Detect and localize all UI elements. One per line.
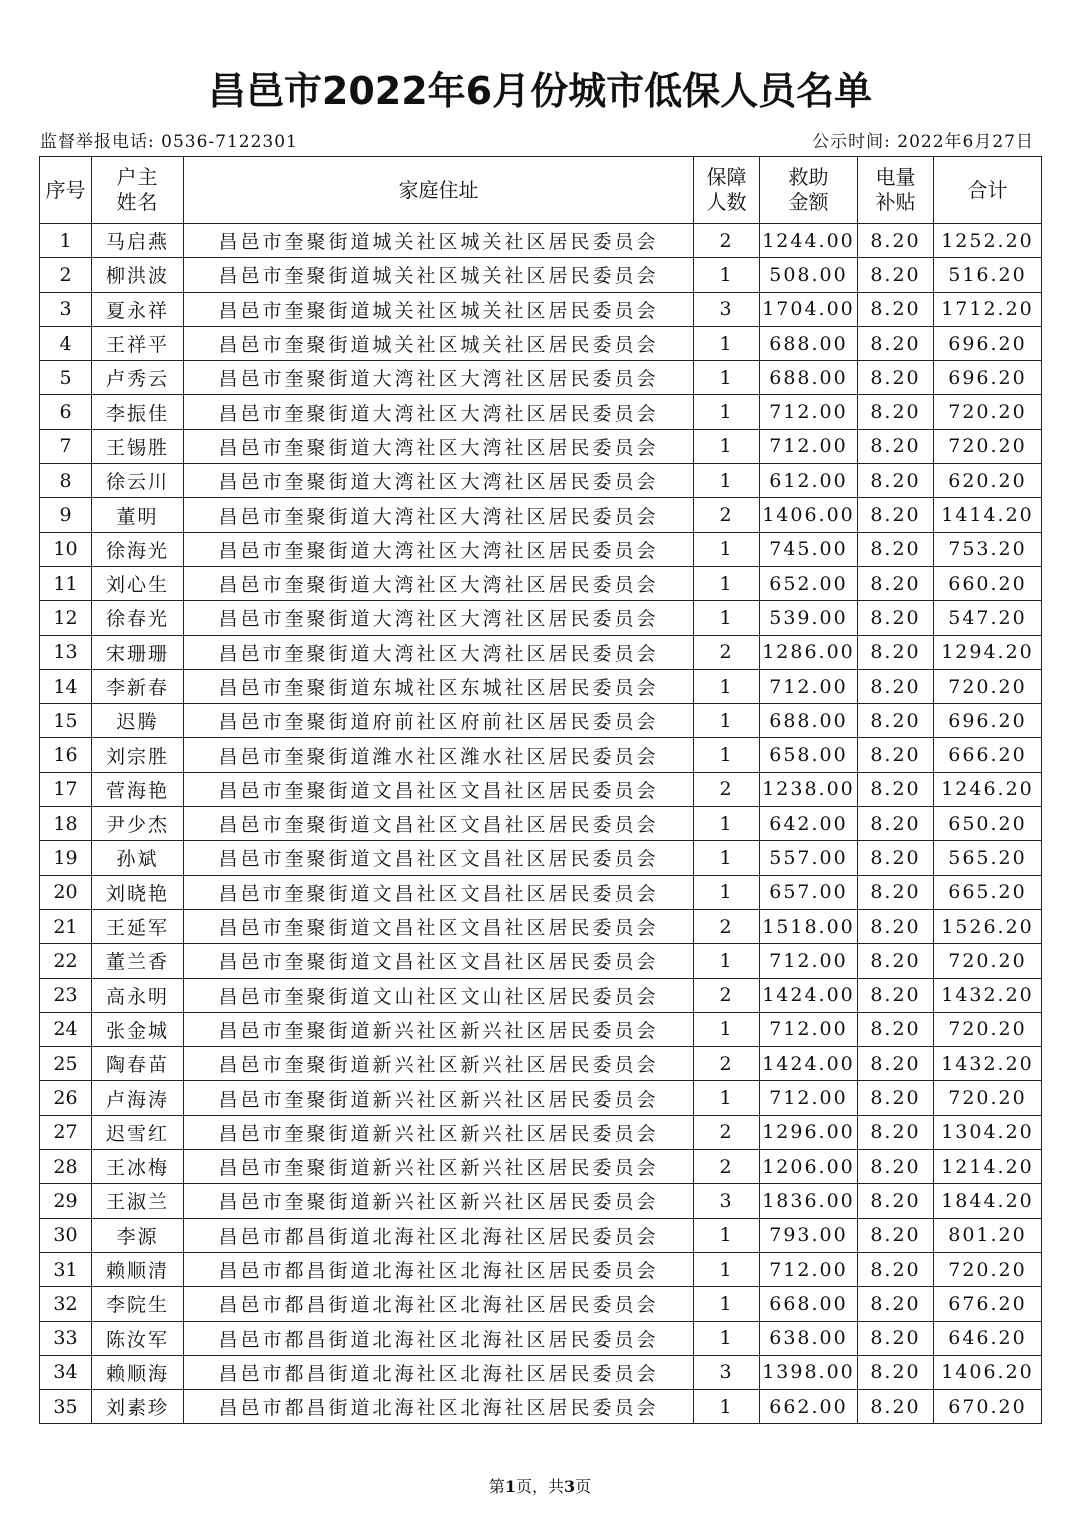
header-name: 户主姓名 bbox=[92, 157, 184, 224]
cell-name: 迟腾 bbox=[92, 704, 184, 738]
table-row bbox=[40, 1012, 1042, 1046]
cell-seq: 23 bbox=[40, 978, 92, 1012]
cell-electric: 8.20 bbox=[858, 875, 934, 909]
footer-mid: 页，共 bbox=[515, 1477, 564, 1496]
cell-total: 676.20 bbox=[934, 1287, 1042, 1321]
cell-name: 刘素珍 bbox=[92, 1390, 184, 1424]
cell-seq: 14 bbox=[40, 669, 92, 703]
cell-amount: 712.00 bbox=[760, 429, 858, 463]
cell-amount: 1244.00 bbox=[760, 224, 858, 258]
table-row bbox=[40, 978, 1042, 1012]
cell-amount: 539.00 bbox=[760, 601, 858, 635]
cell-seq: 6 bbox=[40, 395, 92, 429]
cell-seq: 4 bbox=[40, 326, 92, 360]
cell-seq: 5 bbox=[40, 361, 92, 395]
cell-total: 696.20 bbox=[934, 326, 1042, 360]
cell-seq: 9 bbox=[40, 498, 92, 532]
cell-electric: 8.20 bbox=[858, 704, 934, 738]
cell-persons: 1 bbox=[694, 1321, 760, 1355]
cell-total: 1712.20 bbox=[934, 292, 1042, 326]
cell-address: 昌邑市奎聚街道城关社区城关社区居民委员会 bbox=[184, 292, 694, 326]
cell-seq: 25 bbox=[40, 1047, 92, 1081]
cell-total: 1414.20 bbox=[934, 498, 1042, 532]
table-row bbox=[40, 807, 1042, 841]
cell-persons: 1 bbox=[694, 841, 760, 875]
cell-total: 666.20 bbox=[934, 738, 1042, 772]
hotline-text: 监督举报电话: 0536-7122301 bbox=[40, 132, 298, 152]
cell-electric: 8.20 bbox=[858, 635, 934, 669]
cell-seq: 13 bbox=[40, 635, 92, 669]
table-row bbox=[40, 464, 1042, 498]
cell-electric: 8.20 bbox=[858, 1047, 934, 1081]
cell-electric: 8.20 bbox=[858, 772, 934, 806]
cell-total: 1252.20 bbox=[934, 224, 1042, 258]
header-amount: 救助金额 bbox=[760, 157, 858, 224]
cell-total: 646.20 bbox=[934, 1321, 1042, 1355]
cell-total: 720.20 bbox=[934, 429, 1042, 463]
cell-seq: 35 bbox=[40, 1390, 92, 1424]
cell-total: 1304.20 bbox=[934, 1115, 1042, 1149]
cell-address: 昌邑市奎聚街道大湾社区大湾社区居民委员会 bbox=[184, 498, 694, 532]
cell-amount: 1836.00 bbox=[760, 1184, 858, 1218]
table-row bbox=[40, 429, 1042, 463]
table-row bbox=[40, 1355, 1042, 1389]
cell-total: 1844.20 bbox=[934, 1184, 1042, 1218]
cell-address: 昌邑市奎聚街道大湾社区大湾社区居民委员会 bbox=[184, 361, 694, 395]
cell-total: 1526.20 bbox=[934, 909, 1042, 943]
table-row bbox=[40, 1390, 1042, 1424]
cell-amount: 652.00 bbox=[760, 566, 858, 600]
table-row bbox=[40, 1252, 1042, 1286]
cell-total: 620.20 bbox=[934, 464, 1042, 498]
cell-persons: 1 bbox=[694, 669, 760, 703]
cell-address: 昌邑市奎聚街道潍水社区潍水社区居民委员会 bbox=[184, 738, 694, 772]
cell-persons: 1 bbox=[694, 1081, 760, 1115]
cell-persons: 1 bbox=[694, 875, 760, 909]
cell-seq: 11 bbox=[40, 566, 92, 600]
cell-name: 王冰梅 bbox=[92, 1150, 184, 1184]
cell-total: 801.20 bbox=[934, 1218, 1042, 1252]
cell-persons: 1 bbox=[694, 1012, 760, 1046]
cell-name: 柳洪波 bbox=[92, 258, 184, 292]
cell-total: 1432.20 bbox=[934, 1047, 1042, 1081]
cell-amount: 1704.00 bbox=[760, 292, 858, 326]
cell-name: 刘晓艳 bbox=[92, 875, 184, 909]
cell-electric: 8.20 bbox=[858, 566, 934, 600]
cell-name: 董兰香 bbox=[92, 944, 184, 978]
cell-name: 徐春光 bbox=[92, 601, 184, 635]
cell-address: 昌邑市奎聚街道文昌社区文昌社区居民委员会 bbox=[184, 807, 694, 841]
cell-electric: 8.20 bbox=[858, 944, 934, 978]
cell-address: 昌邑市奎聚街道新兴社区新兴社区居民委员会 bbox=[184, 1081, 694, 1115]
cell-persons: 1 bbox=[694, 361, 760, 395]
cell-electric: 8.20 bbox=[858, 601, 934, 635]
cell-name: 徐云川 bbox=[92, 464, 184, 498]
cell-name: 刘心生 bbox=[92, 566, 184, 600]
cell-seq: 1 bbox=[40, 224, 92, 258]
cell-persons: 1 bbox=[694, 807, 760, 841]
cell-total: 1214.20 bbox=[934, 1150, 1042, 1184]
cell-address: 昌邑市奎聚街道文昌社区文昌社区居民委员会 bbox=[184, 909, 694, 943]
cell-name: 李源 bbox=[92, 1218, 184, 1252]
cell-address: 昌邑市奎聚街道文山社区文山社区居民委员会 bbox=[184, 978, 694, 1012]
cell-amount: 658.00 bbox=[760, 738, 858, 772]
table-row bbox=[40, 1115, 1042, 1149]
footer-total-pages: 3 bbox=[564, 1477, 576, 1496]
cell-seq: 10 bbox=[40, 532, 92, 566]
table-row bbox=[40, 292, 1042, 326]
cell-address: 昌邑市都昌街道北海社区北海社区居民委员会 bbox=[184, 1252, 694, 1286]
cell-seq: 32 bbox=[40, 1287, 92, 1321]
cell-seq: 31 bbox=[40, 1252, 92, 1286]
cell-seq: 19 bbox=[40, 841, 92, 875]
cell-amount: 712.00 bbox=[760, 395, 858, 429]
cell-electric: 8.20 bbox=[858, 1287, 934, 1321]
cell-amount: 1398.00 bbox=[760, 1355, 858, 1389]
cell-address: 昌邑市奎聚街道新兴社区新兴社区居民委员会 bbox=[184, 1115, 694, 1149]
cell-electric: 8.20 bbox=[858, 292, 934, 326]
table-row bbox=[40, 669, 1042, 703]
cell-total: 1406.20 bbox=[934, 1355, 1042, 1389]
cell-name: 徐海光 bbox=[92, 532, 184, 566]
cell-total: 547.20 bbox=[934, 601, 1042, 635]
cell-address: 昌邑市都昌街道北海社区北海社区居民委员会 bbox=[184, 1287, 694, 1321]
cell-total: 720.20 bbox=[934, 395, 1042, 429]
cell-total: 565.20 bbox=[934, 841, 1042, 875]
cell-persons: 1 bbox=[694, 464, 760, 498]
cell-total: 720.20 bbox=[934, 1081, 1042, 1115]
cell-address: 昌邑市奎聚街道文昌社区文昌社区居民委员会 bbox=[184, 772, 694, 806]
cell-address: 昌邑市奎聚街道东城社区东城社区居民委员会 bbox=[184, 669, 694, 703]
table-row bbox=[40, 498, 1042, 532]
cell-address: 昌邑市奎聚街道大湾社区大湾社区居民委员会 bbox=[184, 601, 694, 635]
cell-amount: 745.00 bbox=[760, 532, 858, 566]
cell-persons: 2 bbox=[694, 1115, 760, 1149]
cell-persons: 2 bbox=[694, 772, 760, 806]
cell-seq: 34 bbox=[40, 1355, 92, 1389]
cell-seq: 30 bbox=[40, 1218, 92, 1252]
cell-persons: 1 bbox=[694, 601, 760, 635]
cell-total: 1294.20 bbox=[934, 635, 1042, 669]
table-row bbox=[40, 601, 1042, 635]
table-row bbox=[40, 635, 1042, 669]
page-title: 昌邑市2022年6月份城市低保人员名单 bbox=[207, 69, 873, 113]
cell-address: 昌邑市奎聚街道大湾社区大湾社区居民委员会 bbox=[184, 464, 694, 498]
cell-address: 昌邑市奎聚街道大湾社区大湾社区居民委员会 bbox=[184, 395, 694, 429]
cell-persons: 1 bbox=[694, 429, 760, 463]
cell-persons: 2 bbox=[694, 1150, 760, 1184]
cell-electric: 8.20 bbox=[858, 464, 934, 498]
cell-address: 昌邑市都昌街道北海社区北海社区居民委员会 bbox=[184, 1218, 694, 1252]
cell-name: 李新春 bbox=[92, 669, 184, 703]
cell-electric: 8.20 bbox=[858, 395, 934, 429]
table-row bbox=[40, 704, 1042, 738]
cell-name: 夏永祥 bbox=[92, 292, 184, 326]
footer-page-number: 1 bbox=[504, 1477, 516, 1496]
cell-amount: 712.00 bbox=[760, 1081, 858, 1115]
table-row bbox=[40, 1047, 1042, 1081]
cell-address: 昌邑市奎聚街道文昌社区文昌社区居民委员会 bbox=[184, 841, 694, 875]
cell-electric: 8.20 bbox=[858, 1012, 934, 1046]
cell-seq: 12 bbox=[40, 601, 92, 635]
header-persons: 保障人数 bbox=[694, 157, 760, 224]
cell-amount: 1296.00 bbox=[760, 1115, 858, 1149]
cell-seq: 3 bbox=[40, 292, 92, 326]
cell-name: 卢海涛 bbox=[92, 1081, 184, 1115]
cell-seq: 27 bbox=[40, 1115, 92, 1149]
cell-persons: 1 bbox=[694, 1252, 760, 1286]
cell-address: 昌邑市都昌街道北海社区北海社区居民委员会 bbox=[184, 1355, 694, 1389]
cell-total: 670.20 bbox=[934, 1390, 1042, 1424]
cell-amount: 712.00 bbox=[760, 1012, 858, 1046]
roster-table bbox=[39, 156, 1042, 1424]
cell-persons: 1 bbox=[694, 566, 760, 600]
cell-persons: 2 bbox=[694, 635, 760, 669]
cell-electric: 8.20 bbox=[858, 498, 934, 532]
cell-persons: 3 bbox=[694, 292, 760, 326]
cell-persons: 1 bbox=[694, 532, 760, 566]
cell-persons: 1 bbox=[694, 1218, 760, 1252]
table-row bbox=[40, 1218, 1042, 1252]
cell-amount: 662.00 bbox=[760, 1390, 858, 1424]
cell-seq: 26 bbox=[40, 1081, 92, 1115]
cell-name: 高永明 bbox=[92, 978, 184, 1012]
table-row bbox=[40, 1150, 1042, 1184]
cell-seq: 8 bbox=[40, 464, 92, 498]
cell-electric: 8.20 bbox=[858, 1355, 934, 1389]
cell-amount: 793.00 bbox=[760, 1218, 858, 1252]
table-row bbox=[40, 738, 1042, 772]
cell-persons: 3 bbox=[694, 1355, 760, 1389]
cell-amount: 1424.00 bbox=[760, 1047, 858, 1081]
cell-persons: 1 bbox=[694, 704, 760, 738]
cell-seq: 2 bbox=[40, 258, 92, 292]
table-row bbox=[40, 841, 1042, 875]
table-row bbox=[40, 566, 1042, 600]
table-row bbox=[40, 944, 1042, 978]
cell-name: 王锡胜 bbox=[92, 429, 184, 463]
table-row bbox=[40, 326, 1042, 360]
cell-electric: 8.20 bbox=[858, 326, 934, 360]
cell-total: 650.20 bbox=[934, 807, 1042, 841]
cell-seq: 29 bbox=[40, 1184, 92, 1218]
cell-amount: 1424.00 bbox=[760, 978, 858, 1012]
cell-amount: 688.00 bbox=[760, 326, 858, 360]
cell-persons: 2 bbox=[694, 224, 760, 258]
cell-address: 昌邑市奎聚街道文昌社区文昌社区居民委员会 bbox=[184, 944, 694, 978]
footer-suffix: 页 bbox=[575, 1477, 592, 1496]
cell-electric: 8.20 bbox=[858, 532, 934, 566]
table-row bbox=[40, 875, 1042, 909]
cell-seq: 18 bbox=[40, 807, 92, 841]
table-row bbox=[40, 361, 1042, 395]
cell-total: 720.20 bbox=[934, 669, 1042, 703]
cell-electric: 8.20 bbox=[858, 669, 934, 703]
cell-address: 昌邑市奎聚街道新兴社区新兴社区居民委员会 bbox=[184, 1150, 694, 1184]
cell-name: 董明 bbox=[92, 498, 184, 532]
cell-persons: 1 bbox=[694, 258, 760, 292]
cell-seq: 22 bbox=[40, 944, 92, 978]
table-row bbox=[40, 395, 1042, 429]
header-electric: 电量补贴 bbox=[858, 157, 934, 224]
cell-address: 昌邑市奎聚街道大湾社区大湾社区居民委员会 bbox=[184, 532, 694, 566]
cell-address: 昌邑市都昌街道北海社区北海社区居民委员会 bbox=[184, 1321, 694, 1355]
cell-address: 昌邑市奎聚街道文昌社区文昌社区居民委员会 bbox=[184, 875, 694, 909]
cell-persons: 3 bbox=[694, 1184, 760, 1218]
table-row bbox=[40, 1081, 1042, 1115]
header-seq: 序号 bbox=[40, 157, 92, 224]
cell-name: 陶春苗 bbox=[92, 1047, 184, 1081]
cell-address: 昌邑市奎聚街道大湾社区大湾社区居民委员会 bbox=[184, 429, 694, 463]
cell-address: 昌邑市奎聚街道府前社区府前社区居民委员会 bbox=[184, 704, 694, 738]
table-body bbox=[40, 224, 1042, 1424]
cell-seq: 16 bbox=[40, 738, 92, 772]
cell-electric: 8.20 bbox=[858, 1184, 934, 1218]
table-header-row bbox=[40, 157, 1042, 224]
cell-electric: 8.20 bbox=[858, 1115, 934, 1149]
cell-name: 李振佳 bbox=[92, 395, 184, 429]
cell-total: 720.20 bbox=[934, 1012, 1042, 1046]
cell-electric: 8.20 bbox=[858, 909, 934, 943]
cell-total: 753.20 bbox=[934, 532, 1042, 566]
cell-name: 王淑兰 bbox=[92, 1184, 184, 1218]
cell-amount: 612.00 bbox=[760, 464, 858, 498]
cell-electric: 8.20 bbox=[858, 738, 934, 772]
cell-seq: 33 bbox=[40, 1321, 92, 1355]
cell-amount: 642.00 bbox=[760, 807, 858, 841]
cell-electric: 8.20 bbox=[858, 1150, 934, 1184]
footer-prefix: 第 bbox=[488, 1477, 505, 1496]
table-row bbox=[40, 909, 1042, 943]
header-address: 家庭住址 bbox=[184, 157, 694, 224]
cell-address: 昌邑市奎聚街道新兴社区新兴社区居民委员会 bbox=[184, 1047, 694, 1081]
cell-amount: 1406.00 bbox=[760, 498, 858, 532]
cell-electric: 8.20 bbox=[858, 1390, 934, 1424]
cell-amount: 508.00 bbox=[760, 258, 858, 292]
cell-amount: 688.00 bbox=[760, 361, 858, 395]
publish-time-text: 公示时间: 2022年6月27日 bbox=[812, 132, 1034, 152]
cell-persons: 2 bbox=[694, 1047, 760, 1081]
cell-address: 昌邑市都昌街道北海社区北海社区居民委员会 bbox=[184, 1390, 694, 1424]
cell-name: 赖顺清 bbox=[92, 1252, 184, 1286]
cell-persons: 1 bbox=[694, 395, 760, 429]
cell-electric: 8.20 bbox=[858, 361, 934, 395]
cell-persons: 2 bbox=[694, 909, 760, 943]
cell-name: 赖顺海 bbox=[92, 1355, 184, 1389]
cell-persons: 2 bbox=[694, 498, 760, 532]
cell-amount: 657.00 bbox=[760, 875, 858, 909]
cell-name: 迟雪红 bbox=[92, 1115, 184, 1149]
cell-electric: 8.20 bbox=[858, 429, 934, 463]
cell-electric: 8.20 bbox=[858, 1218, 934, 1252]
cell-seq: 7 bbox=[40, 429, 92, 463]
cell-seq: 21 bbox=[40, 909, 92, 943]
cell-address: 昌邑市奎聚街道新兴社区新兴社区居民委员会 bbox=[184, 1184, 694, 1218]
cell-name: 张金城 bbox=[92, 1012, 184, 1046]
cell-name: 李院生 bbox=[92, 1287, 184, 1321]
cell-amount: 712.00 bbox=[760, 669, 858, 703]
cell-total: 696.20 bbox=[934, 704, 1042, 738]
cell-persons: 1 bbox=[694, 738, 760, 772]
table-row bbox=[40, 772, 1042, 806]
cell-seq: 15 bbox=[40, 704, 92, 738]
cell-persons: 1 bbox=[694, 326, 760, 360]
cell-persons: 2 bbox=[694, 978, 760, 1012]
cell-electric: 8.20 bbox=[858, 224, 934, 258]
cell-amount: 557.00 bbox=[760, 841, 858, 875]
cell-seq: 17 bbox=[40, 772, 92, 806]
cell-persons: 1 bbox=[694, 1287, 760, 1321]
cell-electric: 8.20 bbox=[858, 807, 934, 841]
cell-amount: 1286.00 bbox=[760, 635, 858, 669]
cell-total: 720.20 bbox=[934, 1252, 1042, 1286]
table-row bbox=[40, 1321, 1042, 1355]
cell-electric: 8.20 bbox=[858, 258, 934, 292]
cell-name: 陈汝军 bbox=[92, 1321, 184, 1355]
table-row bbox=[40, 224, 1042, 258]
header-total: 合计 bbox=[934, 157, 1042, 224]
cell-address: 昌邑市奎聚街道大湾社区大湾社区居民委员会 bbox=[184, 635, 694, 669]
cell-total: 660.20 bbox=[934, 566, 1042, 600]
cell-amount: 668.00 bbox=[760, 1287, 858, 1321]
cell-amount: 1206.00 bbox=[760, 1150, 858, 1184]
cell-electric: 8.20 bbox=[858, 1081, 934, 1115]
cell-amount: 688.00 bbox=[760, 704, 858, 738]
table-row bbox=[40, 1184, 1042, 1218]
cell-name: 卢秀云 bbox=[92, 361, 184, 395]
cell-name: 孙斌 bbox=[92, 841, 184, 875]
cell-name: 尹少杰 bbox=[92, 807, 184, 841]
cell-address: 昌邑市奎聚街道城关社区城关社区居民委员会 bbox=[184, 326, 694, 360]
cell-name: 王延军 bbox=[92, 909, 184, 943]
page-footer bbox=[0, 1474, 1080, 1497]
cell-amount: 1518.00 bbox=[760, 909, 858, 943]
cell-amount: 638.00 bbox=[760, 1321, 858, 1355]
cell-electric: 8.20 bbox=[858, 978, 934, 1012]
cell-amount: 1238.00 bbox=[760, 772, 858, 806]
cell-electric: 8.20 bbox=[858, 1252, 934, 1286]
cell-total: 720.20 bbox=[934, 944, 1042, 978]
cell-name: 菅海艳 bbox=[92, 772, 184, 806]
cell-total: 1246.20 bbox=[934, 772, 1042, 806]
cell-name: 王祥平 bbox=[92, 326, 184, 360]
cell-electric: 8.20 bbox=[858, 1321, 934, 1355]
cell-name: 马启燕 bbox=[92, 224, 184, 258]
cell-total: 665.20 bbox=[934, 875, 1042, 909]
cell-persons: 1 bbox=[694, 1390, 760, 1424]
cell-name: 宋珊珊 bbox=[92, 635, 184, 669]
cell-total: 516.20 bbox=[934, 258, 1042, 292]
cell-persons: 1 bbox=[694, 944, 760, 978]
cell-address: 昌邑市奎聚街道新兴社区新兴社区居民委员会 bbox=[184, 1012, 694, 1046]
cell-seq: 24 bbox=[40, 1012, 92, 1046]
table-row bbox=[40, 1287, 1042, 1321]
cell-address: 昌邑市奎聚街道城关社区城关社区居民委员会 bbox=[184, 258, 694, 292]
cell-seq: 28 bbox=[40, 1150, 92, 1184]
cell-total: 696.20 bbox=[934, 361, 1042, 395]
cell-electric: 8.20 bbox=[858, 841, 934, 875]
cell-address: 昌邑市奎聚街道大湾社区大湾社区居民委员会 bbox=[184, 566, 694, 600]
table-row bbox=[40, 258, 1042, 292]
cell-total: 1432.20 bbox=[934, 978, 1042, 1012]
cell-address: 昌邑市奎聚街道城关社区城关社区居民委员会 bbox=[184, 224, 694, 258]
cell-name: 刘宗胜 bbox=[92, 738, 184, 772]
table-row bbox=[40, 532, 1042, 566]
cell-amount: 712.00 bbox=[760, 944, 858, 978]
cell-amount: 712.00 bbox=[760, 1252, 858, 1286]
cell-seq: 20 bbox=[40, 875, 92, 909]
